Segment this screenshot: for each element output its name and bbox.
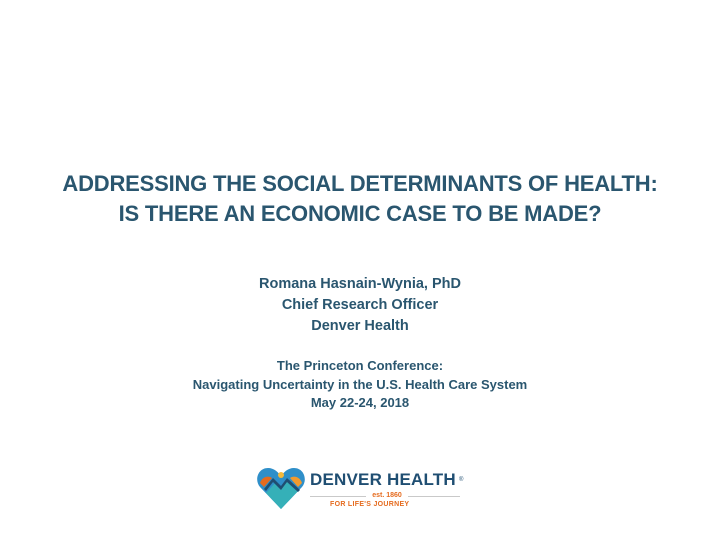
title-line-2: IS THERE AN ECONOMIC CASE TO BE MADE?: [118, 201, 602, 226]
author-organization: Denver Health: [311, 318, 409, 334]
denver-health-logo: [256, 465, 476, 515]
conference-name: The Princeton Conference:: [276, 358, 444, 373]
logo-tagline: FOR LIFE'S JOURNEY: [330, 501, 410, 508]
logo-trademark: ®: [459, 477, 464, 483]
slide-title: [0, 169, 720, 229]
author-name: Romana Hasnain-Wynia, PhD: [259, 276, 461, 292]
logo-rule-left: [310, 496, 366, 497]
author-role: Chief Research Officer: [281, 297, 439, 313]
author-block: [0, 274, 720, 337]
logo-brand-text: DENVER HEALTH: [310, 470, 456, 489]
logo-rule-right: [408, 496, 460, 497]
logo-est-row: [310, 491, 460, 501]
conference-subtitle: Navigating Uncertainty in the U.S. Health Care System: [192, 376, 528, 392]
title-line-1: ADDRESSING THE SOCIAL DETERMINANTS OF HEALTH:: [62, 171, 658, 196]
conference-dates: May 22-24, 2018: [310, 395, 410, 410]
heart-mountain-logo-icon: [256, 465, 306, 511]
logo-est-text: est. 1860: [372, 492, 402, 499]
conference-block: [0, 357, 720, 413]
